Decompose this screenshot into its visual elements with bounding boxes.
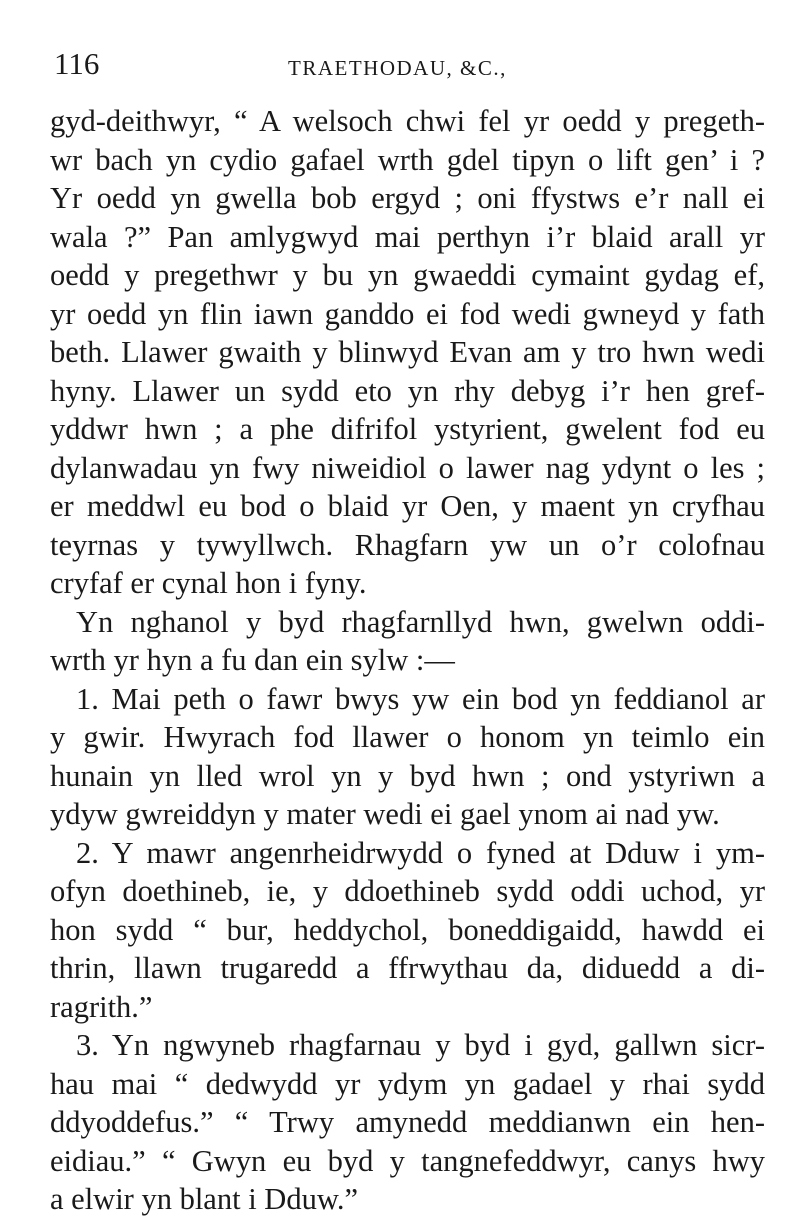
- text-line: ddyoddefus.” “ Trwy amynedd meddianwn ein hen-: [50, 1105, 765, 1139]
- text-line: wala ?” Pan amlygwyd mai perthyn i’r blaid arall yr: [50, 219, 765, 254]
- text-line: yddwr hwn ; a phe difrifol ystyrient, gwelent fod eu: [50, 412, 765, 446]
- body-text: [50, 102, 765, 1219]
- text-line: Yr oedd yn gwella bob ergyd ; oni ffystws e’r nall ei: [50, 181, 765, 215]
- text-line: wrth yr hyn a fu dan ein sylw :—: [50, 643, 455, 677]
- text-line: hau mai “ dedwydd yr ydym yn gadael y rhai sydd: [50, 1066, 765, 1101]
- text-line: hyny. Llawer un sydd eto yn rhy debyg i’r hen gref-: [50, 373, 765, 408]
- text-line: ofyn doethineb, ie, y ddoethineb sydd oddi uchod, yr: [50, 874, 765, 908]
- text-line: eidiau.” “ Gwyn eu byd y tangnefeddwyr, canys hwy: [50, 1143, 765, 1178]
- text-line: yr oedd yn flin iawn ganddo ei fod wedi gwneyd y fath: [50, 296, 765, 331]
- running-head: [50, 46, 765, 86]
- text-line: 1. Mai peth o fawr bwys yw ein bod yn feddianol ar: [76, 681, 765, 716]
- text-line: Yn nghanol y byd rhagfarnllyd hwn, gwelwn oddi-: [76, 604, 765, 639]
- text-line: 2. Y mawr angenrheidrwydd o fyned at Dduw i ym-: [76, 835, 765, 870]
- text-line: cryfaf er cynal hon i fyny.: [50, 566, 367, 600]
- text-line: a elwir yn blant i Dduw.”: [50, 1182, 359, 1216]
- text-line: gyd-deithwyr, “ A welsoch chwi fel yr oedd y pregeth-: [50, 104, 765, 138]
- text-line: wr bach yn cydio gafael wrth gdel tipyn o lift gen’ i ?: [50, 142, 765, 177]
- text-line: hon sydd “ bur, heddychol, boneddigaidd, hawdd ei: [50, 912, 765, 947]
- text-line: ragrith.”: [50, 989, 153, 1024]
- running-title: TRAETHODAU, &C.,: [288, 56, 507, 80]
- text-line: ydyw gwreiddyn y mater wedi ei gael ynom ai nad yw.: [50, 797, 720, 831]
- text-line: hunain yn lled wrol yn y byd hwn ; ond ystyriwn a: [50, 758, 765, 793]
- text-line: er meddwl eu bod o blaid yr Oen, y maent yn cryfhau: [50, 489, 765, 523]
- text-line: thrin, llawn trugaredd a ffrwythau da, diduedd a di-: [50, 951, 765, 985]
- page-number: 116: [54, 46, 100, 81]
- text-line: oedd y pregethwr y bu yn gwaeddi cymaint gydag ef,: [50, 258, 765, 292]
- text-line: y gwir. Hwyrach fod llawer o honom yn teimlo ein: [50, 720, 765, 754]
- text-line: beth. Llawer gwaith y blinwyd Evan am y tro hwn wedi: [50, 335, 765, 369]
- text-line: 3. Yn ngwyneb rhagfarnau y byd i gyd, gallwn sicr-: [76, 1028, 765, 1062]
- text-line: dylanwadau yn fwy niweidiol o lawer nag ydynt o les ;: [50, 450, 765, 485]
- text-line: teyrnas y tywyllwch. Rhagfarn yw un o’r colofnau: [50, 527, 765, 562]
